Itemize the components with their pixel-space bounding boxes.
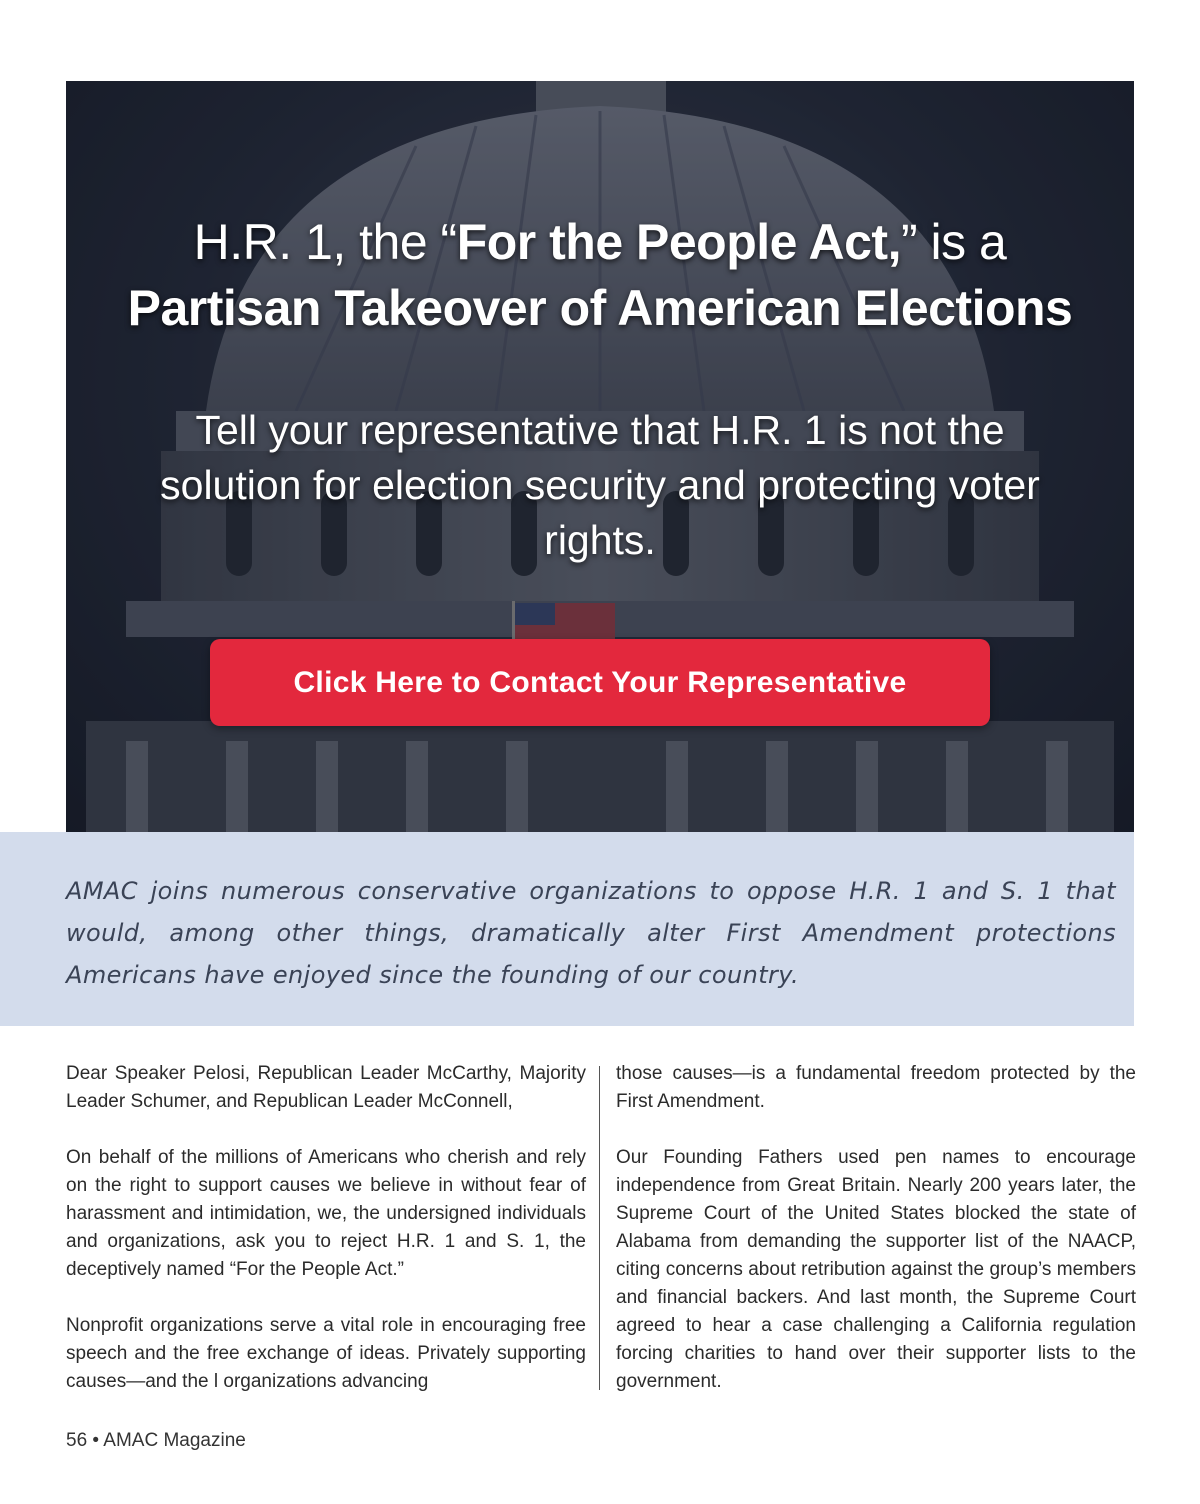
headline-act-name: For the People Act, — [456, 214, 901, 270]
hero-subhead: Tell your representative that H.R. 1 is not the solution for election security and protecting voter rights. — [160, 407, 1040, 563]
letter-paragraph: those causes—is a fundamental freedom protected by the First Amendment. — [616, 1063, 1136, 1112]
callout-text: AMAC joins numerous conservative organizations to oppose H.R. 1 and S. 1 that would, among other things, dramatically alter First Amendment protections Americans have enjoyed since the founding of our country. — [66, 877, 1116, 989]
letter-paragraph: On behalf of the millions of Americans who cherish and rely on the right to support causes we believe in without fear of harassment and intimidation, we, the undersigned individuals and organizations, ask you to reject H.R. 1 and S. 1, the deceptively named “For the People Act.” — [66, 1147, 586, 1280]
headline-prefix: H.R. 1, the “ — [193, 214, 457, 270]
letter-column-left — [66, 1060, 586, 1424]
hero-banner — [66, 81, 1134, 832]
page-footer: 56 • AMAC Magazine — [66, 1430, 246, 1451]
callout-box — [0, 832, 1134, 1026]
contact-representative-button[interactable]: Click Here to Contact Your Representative — [210, 639, 990, 726]
letter-paragraph: Dear Speaker Pelosi, Republican Leader McCarthy, Majority Leader Schumer, and Republican Leader McConnell, — [66, 1063, 586, 1112]
headline-suffix: ” is a — [900, 214, 1007, 270]
letter-column-right — [616, 1060, 1136, 1424]
headline-line-1 — [66, 209, 1134, 275]
column-divider — [599, 1066, 600, 1390]
headline-line-2: Partisan Takeover of American Elections — [127, 280, 1073, 336]
letter-paragraph: Nonprofit organizations serve a vital role in encouraging free speech and the free exchange of ideas. Privately supporting causes—and the l organizations advancing — [66, 1315, 586, 1392]
hero-headline — [66, 209, 1134, 341]
letter-paragraph: Our Founding Fathers used pen names to encourage independence from Great Britain. Nearly 200 years later, the Supreme Court of the United States blocked the state of Alabama from demanding the supporter list of the NAACP, citing concerns about retribution against the group’s members and financial backers. And last month, the Supreme Court agreed to hear a case challenging a California regulation forcing charities to hand over their supporter lists to the government. — [616, 1147, 1136, 1392]
